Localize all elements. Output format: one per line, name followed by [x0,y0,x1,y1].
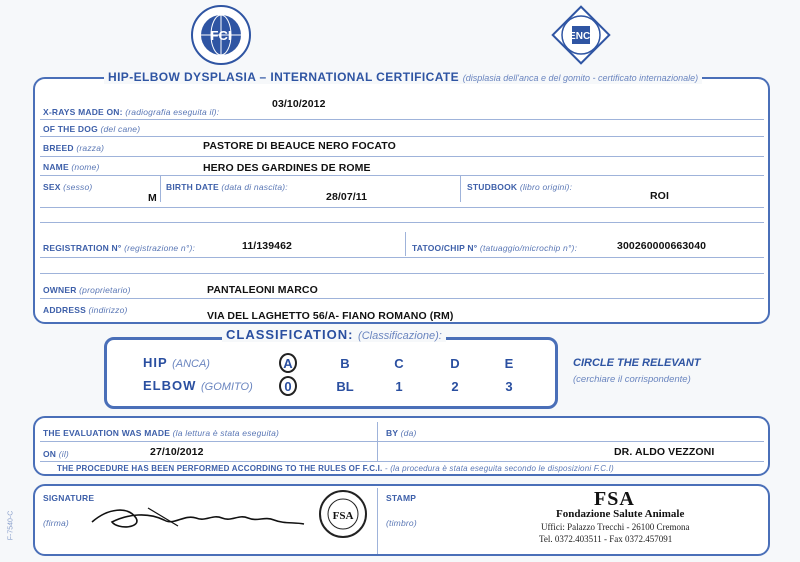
fci-logo [190,4,252,66]
circle-note-it: (cerchiare il corrispondente) [573,374,691,385]
breed-value: PASTORE DI BEAUCE NERO FOCATO [203,140,396,152]
tatoo-label: TATOO/CHIP N° (tatuaggio/microchip n°): [412,243,578,253]
hip-label: HIP (ANCA) [143,355,210,370]
classification-title: CLASSIFICATION: (Classificazione): [222,327,446,342]
evaluation-label: THE EVALUATION WAS MADE (la lettura è stata eseguita) [43,428,280,438]
hip-grade-c[interactable]: C [394,356,404,371]
stamp-label-it: (timbro) [386,518,417,528]
owner-label: OWNER (proprietario) [43,285,131,295]
fsa-org-address: Uffici: Palazzo Trecchi - 26100 Cremona [541,522,690,532]
enci-logo [548,2,614,68]
dog-label: OF THE DOG (del cane) [43,124,141,134]
hip-grade-a[interactable]: A [283,356,293,371]
hip-grade-d[interactable]: D [450,356,460,371]
registration-label: REGISTRATION N° (registrazione n°): [43,243,196,253]
birth-label: BIRTH DATE (data di nascita): [166,182,288,192]
fsa-round-stamp-text: FSA [332,510,354,522]
owner-value: PANTALEONI MARCO [207,284,318,296]
signature-label: SIGNATURE [43,493,95,503]
elbow-grade-bl[interactable]: BL [336,379,354,394]
on-label: ON (il) [43,449,69,459]
procedure-note: THE PROCEDURE HAS BEEN PERFORMED ACCORDING TO THE RULES OF F.C.I. - (la procedura è stata eseguita secondo le disposizioni F.C.I) [57,464,614,473]
form-code: F-7540-C [7,510,15,541]
address-label: ADDRESS (indirizzo) [43,305,128,315]
evaluation-date: 27/10/2012 [150,446,204,458]
address-value: VIA DEL LAGHETTO 56/A- FIANO ROMANO (RM) [207,310,454,322]
elbow-grade-0[interactable]: 0 [284,379,292,394]
fsa-stamp-logo: FSA [594,488,635,510]
sex-value: M [148,192,157,204]
by-label: BY (da) [386,428,417,438]
hip-grade-b[interactable]: B [340,356,350,371]
xray-label: X-RAYS MADE ON: (radiografia eseguita il): [43,107,220,117]
birth-value: 28/07/11 [326,191,368,203]
tatoo-value: 300260000663040 [617,240,707,252]
name-label: NAME (nome) [43,162,100,172]
studbook-value: ROI [650,190,669,202]
fsa-round-stamp [318,489,368,539]
hip-grade-e[interactable]: E [504,356,514,371]
stamp-label: STAMP [386,493,417,503]
veterinarian-name: DR. ALDO VEZZONI [614,446,715,458]
registration-value: 11/139462 [242,240,292,252]
elbow-label: ELBOW (GOMITO) [143,378,253,393]
certificate-title: HIP-ELBOW DYSPLASIA – INTERNATIONAL CERTIFICATE (displasia dell'anca e del gomito - certificato internazionale) [104,70,702,84]
fci-logo-text: FCI [210,28,232,43]
sex-label: SEX (sesso) [43,182,93,192]
enci-logo-text: ENCI [569,31,593,42]
elbow-grade-3[interactable]: 3 [505,379,513,394]
handwritten-signature [88,500,308,534]
xray-date: 03/10/2012 [272,98,326,110]
fsa-org-name: Fondazione Salute Animale [556,508,685,520]
name-value: HERO DES GARDINES DE ROME [203,162,371,174]
breed-label: BREED (razza) [43,143,105,153]
signature-label-it: (firma) [43,518,69,528]
studbook-label: STUDBOOK (libro origini): [467,182,573,192]
elbow-grade-1[interactable]: 1 [395,379,403,394]
circle-note: CIRCLE THE RELEVANT [573,357,701,369]
elbow-grade-2[interactable]: 2 [451,379,459,394]
fsa-org-phone: Tel. 0372.403511 - Fax 0372.457091 [539,534,673,544]
classification-box [104,337,558,409]
